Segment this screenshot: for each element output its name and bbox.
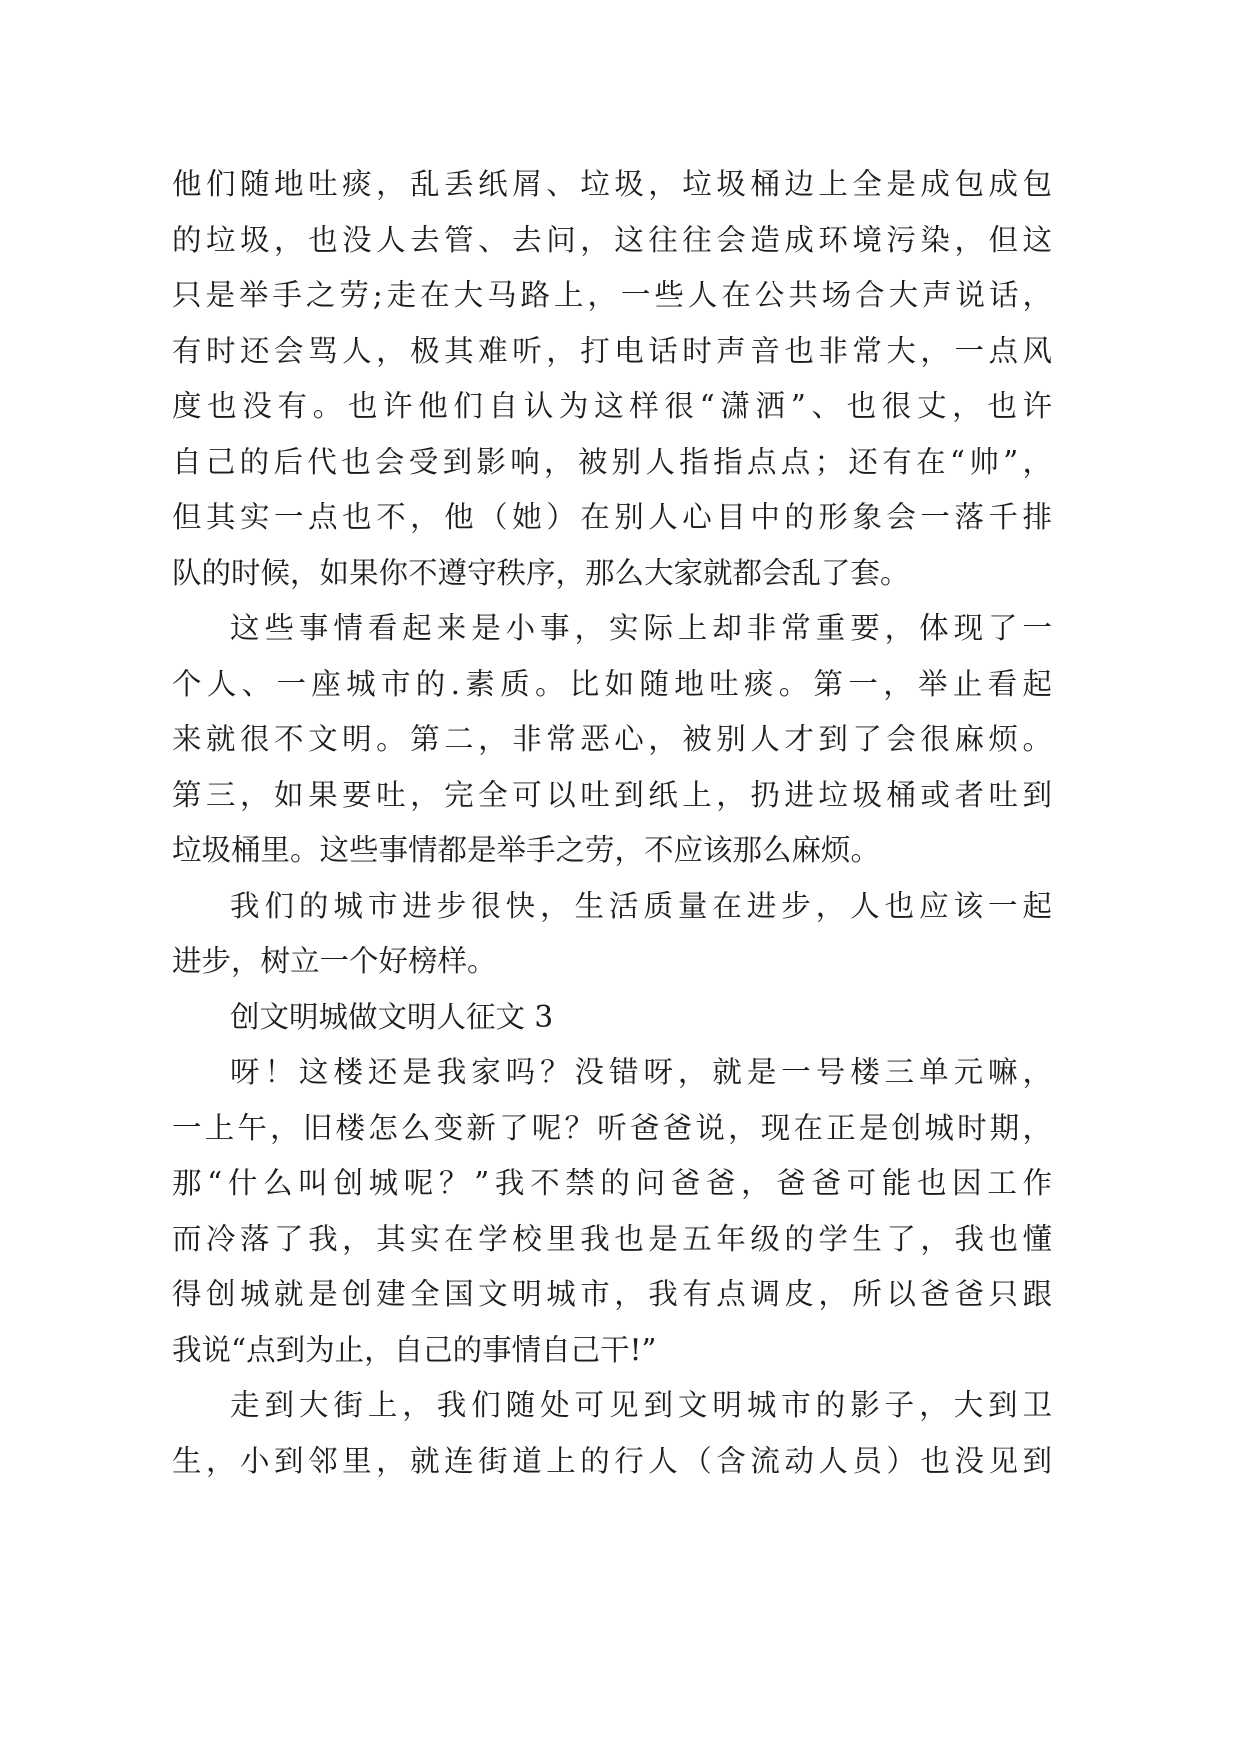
text-line: 自己的后代也会受到影响，被别人指指点点；还有在“帅”， [172, 444, 1052, 479]
text-line: 那“什么叫创城呢？”我不禁的问爸爸，爸爸可能也因工作 [172, 1166, 1052, 1200]
text-line: 来就很不文明。第二，非常恶心，被别人才到了会很麻烦。 [172, 722, 1052, 756]
paragraph [172, 157, 1052, 601]
text-line: 我说“点到为止，自己的事情自己干!” [172, 1332, 657, 1367]
text-line: 得创城就是创建全国文明城市，我有点调皮，所以爸爸只跟 [172, 1277, 1052, 1311]
text-line: 队的时候，如果你不遵守秩序，那么大家就都会乱了套。 [172, 555, 910, 590]
text-line: 只是举手之劳;走在大马路上，一些人在公共场合大声说话， [172, 278, 1052, 312]
text-line: 的垃圾，也没人去管、去问，这往往会造成环境污染，但这 [172, 222, 1052, 257]
paragraph [172, 1045, 1052, 1378]
text-line: 他们随地吐痰，乱丢纸屑、垃圾，垃圾桶边上全是成包成包 [172, 167, 1052, 201]
text-line: 而冷落了我，其实在学校里我也是五年级的学生了，我也懂 [172, 1221, 1052, 1256]
paragraph [172, 601, 1052, 879]
text-line: 有时还会骂人，极其难听，打电话时声音也非常大，一点风 [172, 333, 1052, 368]
paragraph [172, 1378, 1052, 1489]
section-heading: 创文明城做文明人征文 3 [230, 999, 554, 1034]
text-line: 第三，如果要吐，完全可以吐到纸上，扔进垃圾桶或者吐到 [172, 777, 1052, 812]
paragraph [172, 879, 1052, 990]
text-line: 个人、一座城市的.素质。比如随地吐痰。第一，举止看起 [172, 666, 1052, 701]
text-line: 度也没有。也许他们自认为这样很“潇洒”、也很丈，也许 [172, 389, 1052, 423]
text-line: 但其实一点也不，他（她）在别人心目中的形象会一落千排 [172, 500, 1052, 534]
text-line: 进步，树立一个好榜样。 [172, 944, 497, 978]
text-line: 我们的城市进步很快，生活质量在进步，人也应该一起 [230, 888, 1052, 923]
document-body [172, 157, 1052, 1489]
text-line: 走到大街上，我们随处可见到文明城市的影子，大到卫 [230, 1388, 1052, 1422]
text-line: 垃圾桶里。这些事情都是举手之劳，不应该那么麻烦。 [172, 833, 881, 867]
text-line: 这些事情看起来是小事，实际上却非常重要，体现了一 [230, 611, 1052, 645]
text-line: 生，小到邻里，就连街道上的行人（含流动人员）也没见到 [172, 1443, 1052, 1478]
text-line: 一上午，旧楼怎么变新了呢？听爸爸说，现在正是创城时期， [172, 1110, 1052, 1145]
text-line: 呀！这楼还是我家吗？没错呀，就是一号楼三单元嘛， [230, 1055, 1052, 1089]
